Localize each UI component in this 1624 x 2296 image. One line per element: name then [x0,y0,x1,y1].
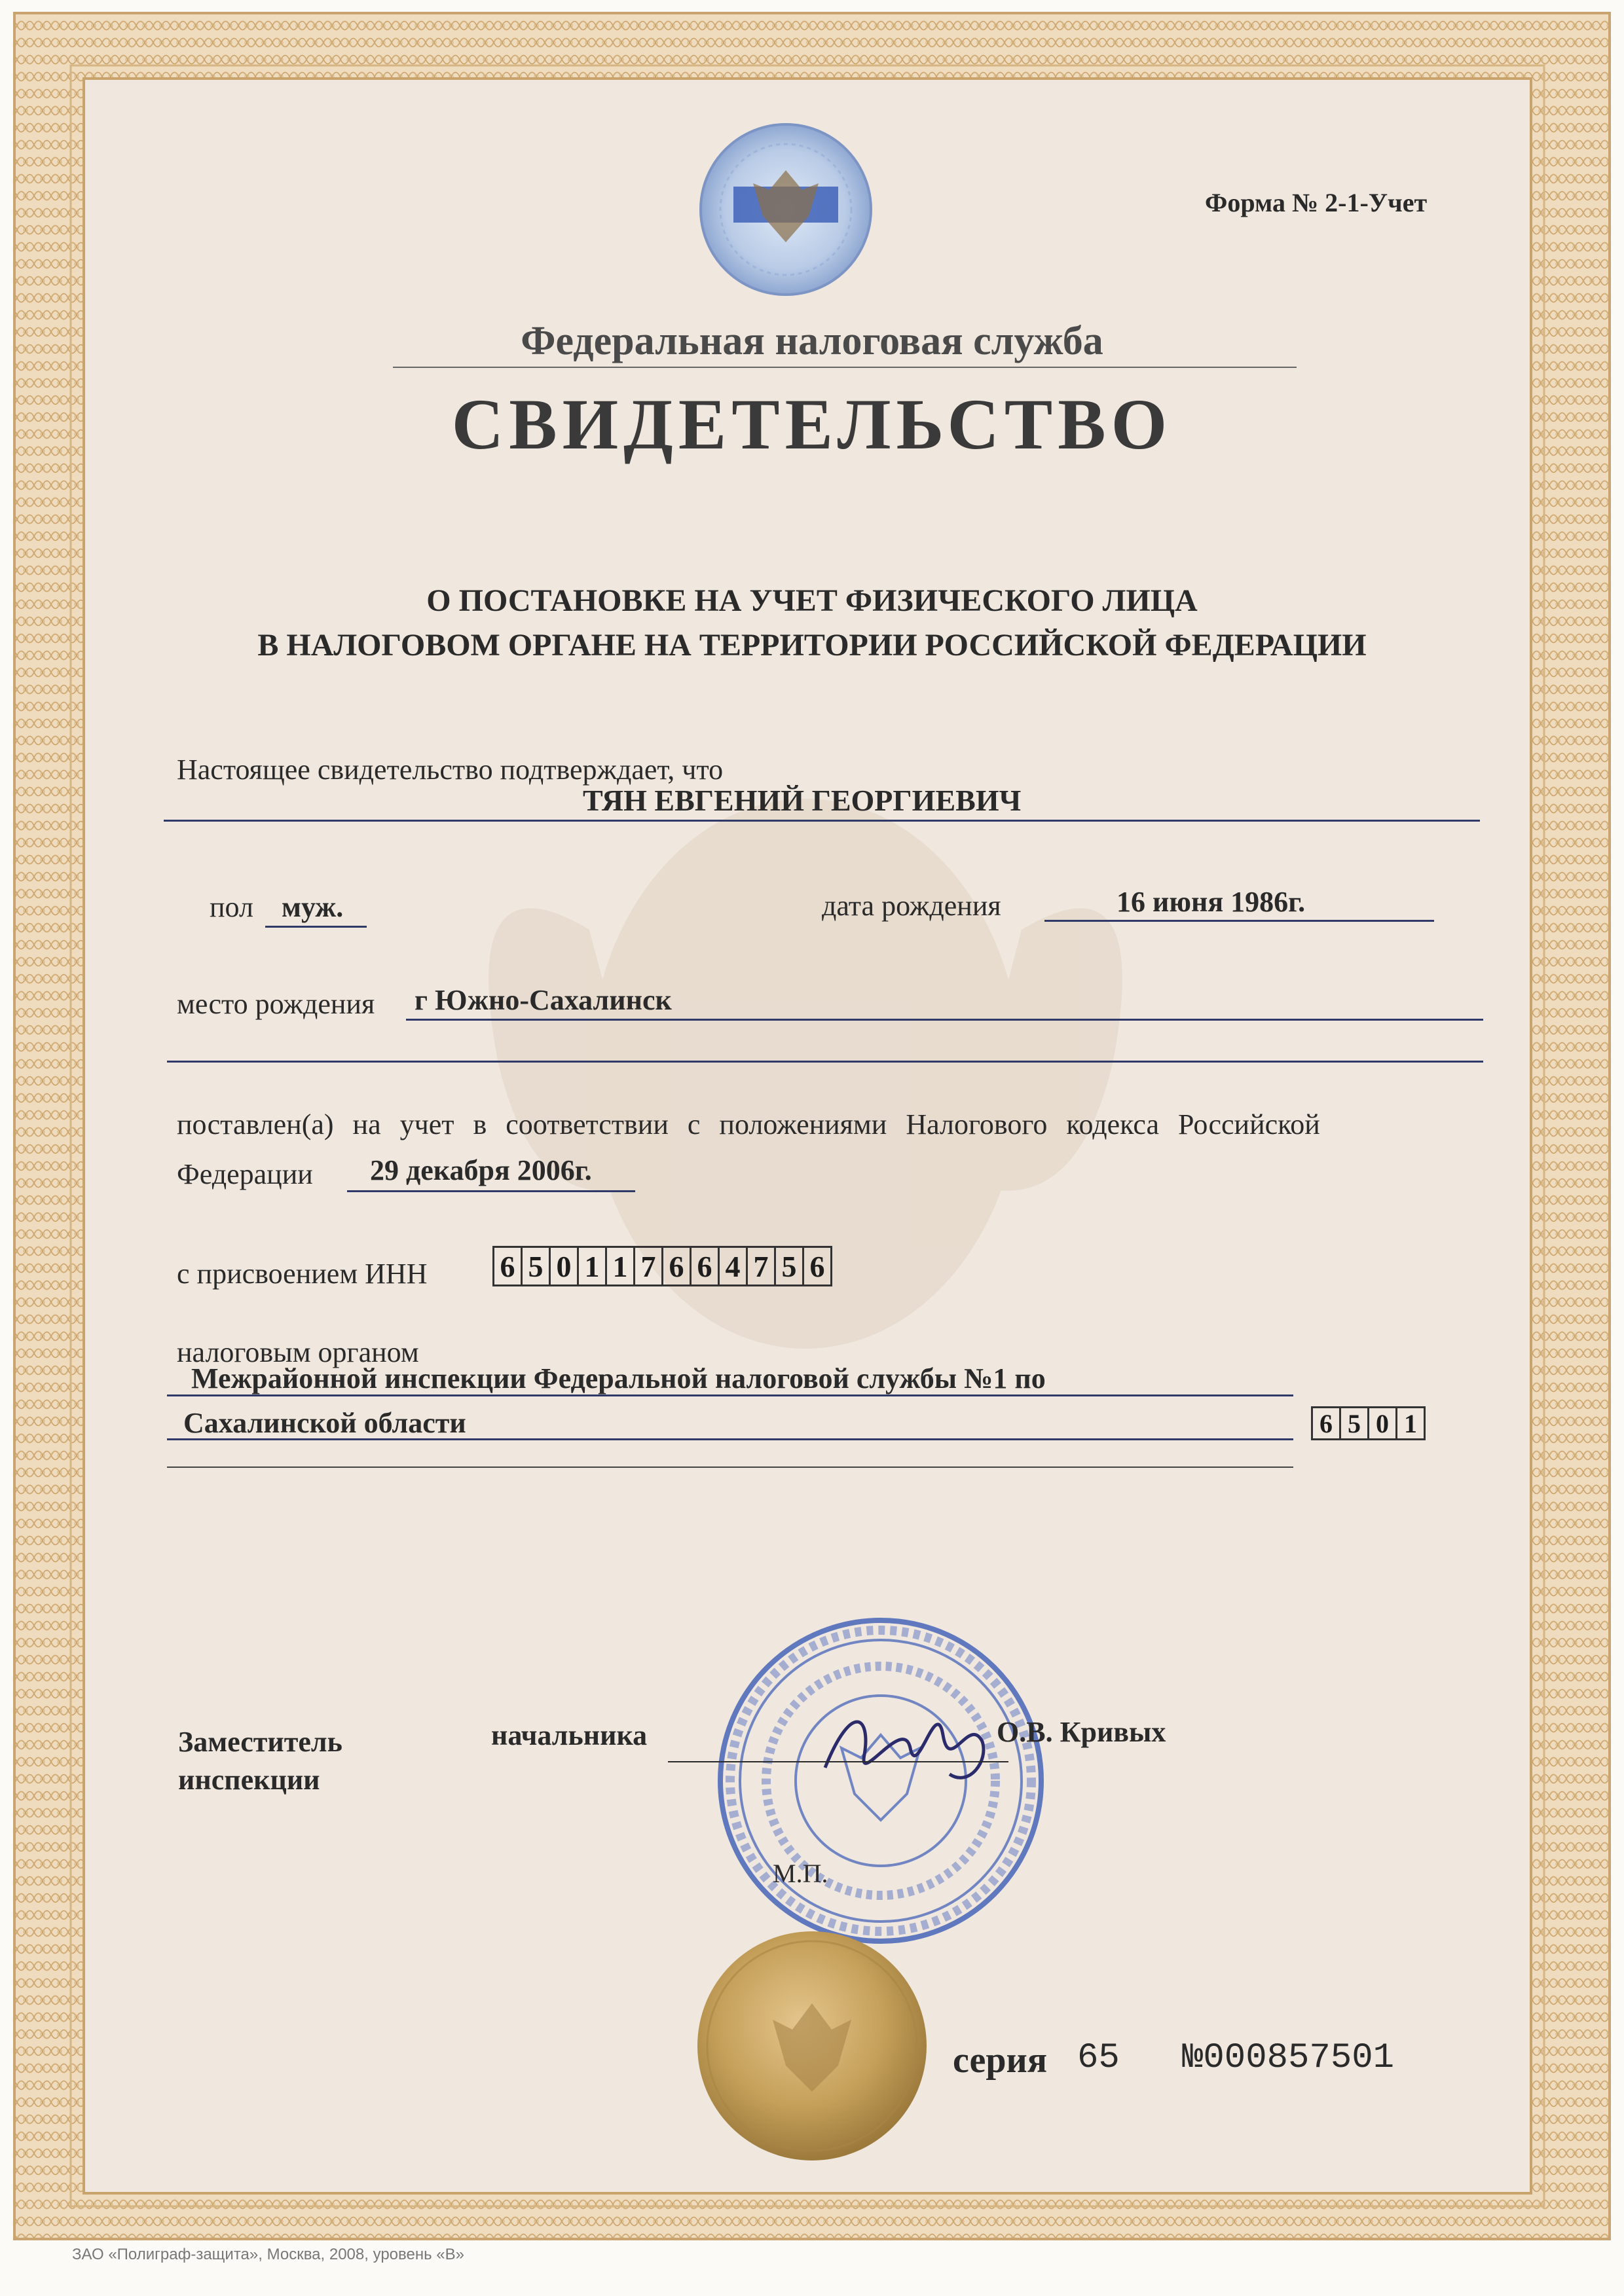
page-title: СВИДЕТЕЛЬСТВО [451,384,1173,464]
name-underline [164,820,1480,822]
signature-line [668,1761,1008,1762]
birth-place-value: г Южно-Сахалинск [415,984,672,1016]
series-value: 65 [1077,2038,1120,2078]
registration-date-underline [347,1190,635,1192]
digit-cell: 6 [663,1248,692,1285]
authority-code-boxes [1311,1406,1426,1440]
tax-authority-label: налоговым органом [177,1336,419,1368]
certificate-number: №000857501 [1182,2038,1395,2078]
tax-authority-underline-2 [167,1438,1293,1440]
digit-cell: 1 [579,1248,607,1285]
digit-cell: 5 [776,1248,804,1285]
series-label: серия [953,2040,1048,2081]
digit-cell: 6 [692,1248,720,1285]
digit-cell: 6 [494,1248,523,1285]
signer-position-3: инспекции [178,1764,320,1796]
confirm-label: Настоящее свидетельство подтверждает, что [177,754,724,786]
signature-icon [812,1676,1022,1807]
subtitle-line-1: О ПОСТАНОВКЕ НА УЧЕТ ФИЗИЧЕСКОГО ЛИЦА [426,583,1198,618]
sex-value: муж. [282,891,344,923]
inn-digit-boxes [492,1246,832,1286]
registration-date: 29 декабря 2006г. [370,1154,592,1186]
digit-cell: 0 [1369,1408,1397,1438]
birth-place-underline [406,1019,1483,1021]
signer-position-2: начальника [491,1719,648,1751]
digit-cell: 5 [523,1248,551,1285]
federation-label: Федерации [177,1158,313,1190]
digit-cell: 1 [1404,1408,1417,1438]
hologram-emblem-icon [694,118,877,301]
printer-footer: ЗАО «Полиграф-защита», Москва, 2008, уровень «В» [72,2246,464,2263]
tax-authority-underline-3 [167,1467,1293,1468]
digit-cell: 4 [720,1248,748,1285]
tax-authority-line-1: Межрайонной инспекции Федеральной налоговой службы №1 по [191,1362,1046,1394]
digit-cell: 7 [635,1248,663,1285]
registered-text: поставлен(а) на учет в соответствии с положениями Налогового кодекса Российской [177,1108,1320,1140]
birth-date-label: дата рождения [822,890,1001,922]
signer-name: О.В. Кривых [997,1716,1166,1748]
agency-name: Федеральная налоговая служба [521,319,1103,363]
person-name: ТЯН ЕВГЕНИЙ ГЕОРГИЕВИЧ [583,784,1022,817]
digit-cell: 6 [809,1249,825,1283]
tax-authority-underline-1 [167,1394,1293,1396]
birth-place-underline-2 [167,1061,1483,1063]
birth-place-label: место рождения [177,988,375,1020]
birth-date-value: 16 июня 1986г. [1116,886,1306,918]
signer-position-1: Заместитель [178,1726,342,1758]
digit-cell: 6 [1313,1408,1341,1438]
digit-cell: 7 [748,1248,776,1285]
birth-date-underline [1044,920,1434,922]
digit-cell: 5 [1341,1408,1369,1438]
form-number: Форма № 2-1-Учет [1205,188,1428,217]
sex-label: пол [210,891,253,923]
gold-seal-icon [691,1925,933,2167]
digit-cell: 0 [551,1248,579,1285]
subtitle-line-2: В НАЛОГОВОМ ОРГАНЕ НА ТЕРРИТОРИИ РОССИЙСКОЙ ФЕДЕРАЦИИ [257,628,1367,663]
agency-underline [393,367,1297,368]
digit-cell: 1 [607,1248,635,1285]
sex-underline [265,926,367,928]
inn-label: с присвоением ИНН [177,1258,428,1290]
stamp-place: М.П. [773,1859,828,1888]
tax-authority-line-2: Сахалинской области [183,1407,466,1439]
